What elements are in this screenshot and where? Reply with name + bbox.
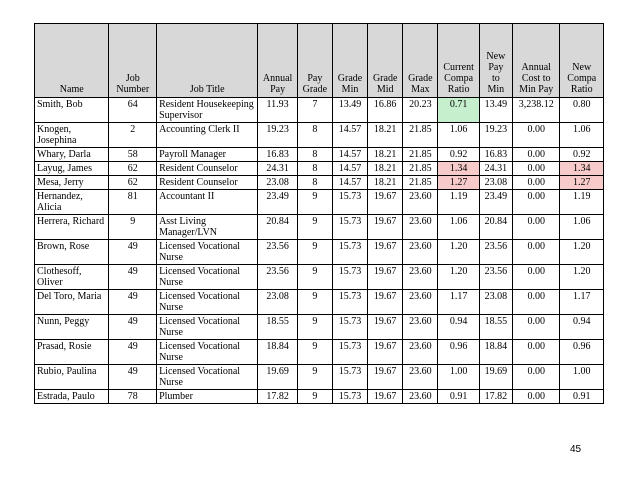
cell-new-pay-to-min: 16.83 bbox=[479, 148, 512, 162]
cell-current-compa-ratio: 0.91 bbox=[438, 390, 479, 404]
cell-new-pay-to-min: 19.69 bbox=[479, 365, 512, 390]
cell-grade-mid: 19.67 bbox=[368, 240, 403, 265]
table-body bbox=[35, 98, 604, 404]
table-row bbox=[35, 190, 604, 215]
table-row bbox=[35, 148, 604, 162]
table-row bbox=[35, 240, 604, 265]
cell-annual-pay: 19.23 bbox=[258, 123, 297, 148]
cell-grade-max: 23.60 bbox=[403, 240, 438, 265]
cell-grade-max: 23.60 bbox=[403, 340, 438, 365]
cell-annual-pay: 23.08 bbox=[258, 176, 297, 190]
cell-current-compa-ratio: 1.06 bbox=[438, 215, 479, 240]
cell-grade-mid: 18.21 bbox=[368, 148, 403, 162]
cell-new-pay-to-min: 17.82 bbox=[479, 390, 512, 404]
col-header-annual-pay: Annual Pay bbox=[258, 24, 297, 98]
cell-grade-mid: 18.21 bbox=[368, 162, 403, 176]
cell-annual-cost-to-min-pay: 0.00 bbox=[512, 176, 560, 190]
cell-grade-max: 23.60 bbox=[403, 190, 438, 215]
cell-grade-min: 14.57 bbox=[332, 123, 367, 148]
cell-new-compa-ratio: 1.00 bbox=[560, 365, 604, 390]
cell-job-number: 58 bbox=[109, 148, 157, 162]
cell-current-compa-ratio: 0.96 bbox=[438, 340, 479, 365]
cell-new-compa-ratio: 0.96 bbox=[560, 340, 604, 365]
cell-grade-min: 14.57 bbox=[332, 162, 367, 176]
cell-job-title: Licensed Vocational Nurse bbox=[157, 290, 258, 315]
cell-annual-cost-to-min-pay: 0.00 bbox=[512, 265, 560, 290]
cell-job-number: 49 bbox=[109, 240, 157, 265]
cell-name: Brown, Rose bbox=[35, 240, 109, 265]
cell-grade-min: 15.73 bbox=[332, 265, 367, 290]
cell-annual-cost-to-min-pay: 3,238.12 bbox=[512, 98, 560, 123]
table-row bbox=[35, 340, 604, 365]
cell-new-pay-to-min: 13.49 bbox=[479, 98, 512, 123]
cell-current-compa-ratio: 0.92 bbox=[438, 148, 479, 162]
cell-job-title: Accountant II bbox=[157, 190, 258, 215]
cell-annual-pay: 19.69 bbox=[258, 365, 297, 390]
cell-new-compa-ratio: 1.20 bbox=[560, 265, 604, 290]
cell-annual-cost-to-min-pay: 0.00 bbox=[512, 162, 560, 176]
cell-current-compa-ratio: 1.27 bbox=[438, 176, 479, 190]
cell-grade-min: 15.73 bbox=[332, 290, 367, 315]
cell-new-compa-ratio: 1.34 bbox=[560, 162, 604, 176]
cell-job-title: Plumber bbox=[157, 390, 258, 404]
cell-grade-mid: 19.67 bbox=[368, 190, 403, 215]
cell-grade-mid: 19.67 bbox=[368, 265, 403, 290]
cell-annual-cost-to-min-pay: 0.00 bbox=[512, 390, 560, 404]
cell-current-compa-ratio: 1.20 bbox=[438, 265, 479, 290]
cell-job-title: Resident Counselor bbox=[157, 176, 258, 190]
cell-new-pay-to-min: 18.55 bbox=[479, 315, 512, 340]
cell-pay-grade: 9 bbox=[297, 390, 332, 404]
cell-annual-cost-to-min-pay: 0.00 bbox=[512, 290, 560, 315]
cell-grade-mid: 19.67 bbox=[368, 290, 403, 315]
cell-annual-cost-to-min-pay: 0.00 bbox=[512, 315, 560, 340]
cell-name: Mesa, Jerry bbox=[35, 176, 109, 190]
cell-grade-min: 15.73 bbox=[332, 215, 367, 240]
cell-grade-max: 23.60 bbox=[403, 215, 438, 240]
cell-grade-mid: 16.86 bbox=[368, 98, 403, 123]
cell-grade-mid: 19.67 bbox=[368, 365, 403, 390]
cell-current-compa-ratio: 0.71 bbox=[438, 98, 479, 123]
table-row bbox=[35, 365, 604, 390]
col-header-job-title: Job Title bbox=[157, 24, 258, 98]
cell-pay-grade: 7 bbox=[297, 98, 332, 123]
cell-annual-cost-to-min-pay: 0.00 bbox=[512, 240, 560, 265]
cell-new-compa-ratio: 0.80 bbox=[560, 98, 604, 123]
cell-pay-grade: 8 bbox=[297, 123, 332, 148]
table-row bbox=[35, 215, 604, 240]
cell-annual-cost-to-min-pay: 0.00 bbox=[512, 123, 560, 148]
cell-job-number: 49 bbox=[109, 340, 157, 365]
cell-annual-pay: 16.83 bbox=[258, 148, 297, 162]
cell-pay-grade: 9 bbox=[297, 290, 332, 315]
cell-name: Knogen, Josephina bbox=[35, 123, 109, 148]
cell-new-compa-ratio: 1.27 bbox=[560, 176, 604, 190]
cell-new-pay-to-min: 19.23 bbox=[479, 123, 512, 148]
cell-job-title: Licensed Vocational Nurse bbox=[157, 365, 258, 390]
col-header-grade-max: Grade Max bbox=[403, 24, 438, 98]
cell-job-number: 49 bbox=[109, 365, 157, 390]
cell-annual-cost-to-min-pay: 0.00 bbox=[512, 215, 560, 240]
cell-grade-mid: 19.67 bbox=[368, 215, 403, 240]
col-header-pay-grade: Pay Grade bbox=[297, 24, 332, 98]
cell-job-number: 62 bbox=[109, 162, 157, 176]
cell-grade-max: 21.85 bbox=[403, 123, 438, 148]
cell-new-compa-ratio: 1.19 bbox=[560, 190, 604, 215]
table-row bbox=[35, 315, 604, 340]
cell-grade-max: 21.85 bbox=[403, 162, 438, 176]
cell-new-pay-to-min: 18.84 bbox=[479, 340, 512, 365]
col-header-name: Name bbox=[35, 24, 109, 98]
cell-new-pay-to-min: 23.08 bbox=[479, 290, 512, 315]
col-header-grade-mid: Grade Mid bbox=[368, 24, 403, 98]
table-row bbox=[35, 98, 604, 123]
cell-name: Estrada, Paulo bbox=[35, 390, 109, 404]
cell-grade-min: 15.73 bbox=[332, 365, 367, 390]
cell-grade-max: 23.60 bbox=[403, 365, 438, 390]
cell-job-number: 49 bbox=[109, 290, 157, 315]
compensation-table bbox=[34, 23, 604, 404]
cell-annual-cost-to-min-pay: 0.00 bbox=[512, 148, 560, 162]
cell-grade-mid: 19.67 bbox=[368, 315, 403, 340]
cell-annual-pay: 23.56 bbox=[258, 265, 297, 290]
cell-annual-pay: 23.56 bbox=[258, 240, 297, 265]
cell-grade-max: 20.23 bbox=[403, 98, 438, 123]
cell-name: Whary, Darla bbox=[35, 148, 109, 162]
cell-name: Hernandez, Alicia bbox=[35, 190, 109, 215]
cell-current-compa-ratio: 1.00 bbox=[438, 365, 479, 390]
cell-name: Herrera, Richard bbox=[35, 215, 109, 240]
col-header-new-compa-ratio: New Compa Ratio bbox=[560, 24, 604, 98]
cell-annual-pay: 24.31 bbox=[258, 162, 297, 176]
cell-grade-max: 21.85 bbox=[403, 176, 438, 190]
cell-new-compa-ratio: 1.20 bbox=[560, 240, 604, 265]
cell-job-number: 78 bbox=[109, 390, 157, 404]
cell-job-title: Licensed Vocational Nurse bbox=[157, 240, 258, 265]
cell-annual-pay: 18.84 bbox=[258, 340, 297, 365]
cell-name: Rubio, Paulina bbox=[35, 365, 109, 390]
cell-grade-min: 14.57 bbox=[332, 148, 367, 162]
cell-job-title: Asst Living Manager/LVN bbox=[157, 215, 258, 240]
cell-new-pay-to-min: 23.56 bbox=[479, 265, 512, 290]
header-row bbox=[35, 24, 604, 98]
cell-name: Layug, James bbox=[35, 162, 109, 176]
cell-grade-min: 13.49 bbox=[332, 98, 367, 123]
cell-new-pay-to-min: 24.31 bbox=[479, 162, 512, 176]
cell-new-pay-to-min: 23.49 bbox=[479, 190, 512, 215]
cell-job-number: 2 bbox=[109, 123, 157, 148]
cell-current-compa-ratio: 1.20 bbox=[438, 240, 479, 265]
cell-job-title: Licensed Vocational Nurse bbox=[157, 340, 258, 365]
cell-name: Del Toro, Maria bbox=[35, 290, 109, 315]
cell-job-title: Resident Counselor bbox=[157, 162, 258, 176]
cell-new-compa-ratio: 0.94 bbox=[560, 315, 604, 340]
cell-grade-min: 15.73 bbox=[332, 315, 367, 340]
cell-annual-pay: 23.08 bbox=[258, 290, 297, 315]
cell-annual-cost-to-min-pay: 0.00 bbox=[512, 365, 560, 390]
cell-name: Clothesoff, Oliver bbox=[35, 265, 109, 290]
cell-job-number: 49 bbox=[109, 265, 157, 290]
cell-job-title: Licensed Vocational Nurse bbox=[157, 315, 258, 340]
cell-grade-mid: 18.21 bbox=[368, 123, 403, 148]
cell-grade-max: 23.60 bbox=[403, 265, 438, 290]
table-row bbox=[35, 265, 604, 290]
cell-grade-min: 15.73 bbox=[332, 340, 367, 365]
cell-grade-max: 23.60 bbox=[403, 390, 438, 404]
cell-grade-max: 21.85 bbox=[403, 148, 438, 162]
cell-annual-pay: 17.82 bbox=[258, 390, 297, 404]
cell-grade-min: 14.57 bbox=[332, 176, 367, 190]
cell-grade-max: 23.60 bbox=[403, 315, 438, 340]
cell-job-title: Accounting Clerk II bbox=[157, 123, 258, 148]
col-header-grade-min: Grade Min bbox=[332, 24, 367, 98]
cell-pay-grade: 9 bbox=[297, 315, 332, 340]
table-row bbox=[35, 176, 604, 190]
col-header-new-pay-to-min: New Pay to Min bbox=[479, 24, 512, 98]
cell-grade-mid: 18.21 bbox=[368, 176, 403, 190]
cell-job-number: 62 bbox=[109, 176, 157, 190]
cell-pay-grade: 9 bbox=[297, 265, 332, 290]
table-row bbox=[35, 390, 604, 404]
cell-job-number: 81 bbox=[109, 190, 157, 215]
cell-grade-min: 15.73 bbox=[332, 240, 367, 265]
cell-annual-pay: 23.49 bbox=[258, 190, 297, 215]
cell-new-compa-ratio: 0.91 bbox=[560, 390, 604, 404]
cell-new-pay-to-min: 20.84 bbox=[479, 215, 512, 240]
cell-annual-cost-to-min-pay: 0.00 bbox=[512, 190, 560, 215]
cell-current-compa-ratio: 0.94 bbox=[438, 315, 479, 340]
cell-grade-mid: 19.67 bbox=[368, 340, 403, 365]
table-row bbox=[35, 123, 604, 148]
cell-pay-grade: 9 bbox=[297, 340, 332, 365]
cell-annual-pay: 11.93 bbox=[258, 98, 297, 123]
cell-job-number: 9 bbox=[109, 215, 157, 240]
cell-pay-grade: 8 bbox=[297, 162, 332, 176]
cell-new-pay-to-min: 23.56 bbox=[479, 240, 512, 265]
cell-new-compa-ratio: 1.06 bbox=[560, 123, 604, 148]
cell-current-compa-ratio: 1.17 bbox=[438, 290, 479, 315]
cell-grade-mid: 19.67 bbox=[368, 390, 403, 404]
cell-pay-grade: 9 bbox=[297, 215, 332, 240]
cell-pay-grade: 9 bbox=[297, 365, 332, 390]
col-header-annual-cost-to-min-pay: Annual Cost to Min Pay bbox=[512, 24, 560, 98]
cell-new-compa-ratio: 0.92 bbox=[560, 148, 604, 162]
cell-job-title: Resident Housekeeping Supervisor bbox=[157, 98, 258, 123]
cell-job-number: 49 bbox=[109, 315, 157, 340]
cell-name: Smith, Bob bbox=[35, 98, 109, 123]
cell-new-compa-ratio: 1.06 bbox=[560, 215, 604, 240]
cell-job-title: Licensed Vocational Nurse bbox=[157, 265, 258, 290]
cell-current-compa-ratio: 1.19 bbox=[438, 190, 479, 215]
cell-new-pay-to-min: 23.08 bbox=[479, 176, 512, 190]
cell-grade-max: 23.60 bbox=[403, 290, 438, 315]
cell-job-number: 64 bbox=[109, 98, 157, 123]
cell-new-compa-ratio: 1.17 bbox=[560, 290, 604, 315]
cell-current-compa-ratio: 1.06 bbox=[438, 123, 479, 148]
cell-annual-pay: 18.55 bbox=[258, 315, 297, 340]
cell-pay-grade: 9 bbox=[297, 240, 332, 265]
cell-pay-grade: 8 bbox=[297, 148, 332, 162]
col-header-job-number: Job Number bbox=[109, 24, 157, 98]
page-number: 45 bbox=[570, 444, 582, 455]
cell-annual-cost-to-min-pay: 0.00 bbox=[512, 340, 560, 365]
cell-name: Prasad, Rosie bbox=[35, 340, 109, 365]
cell-grade-min: 15.73 bbox=[332, 390, 367, 404]
table-row bbox=[35, 162, 604, 176]
cell-pay-grade: 8 bbox=[297, 176, 332, 190]
cell-grade-min: 15.73 bbox=[332, 190, 367, 215]
cell-pay-grade: 9 bbox=[297, 190, 332, 215]
col-header-current-compa-ratio: Current Compa Ratio bbox=[438, 24, 479, 98]
table-row bbox=[35, 290, 604, 315]
cell-current-compa-ratio: 1.34 bbox=[438, 162, 479, 176]
cell-job-title: Payroll Manager bbox=[157, 148, 258, 162]
cell-annual-pay: 20.84 bbox=[258, 215, 297, 240]
cell-name: Nunn, Peggy bbox=[35, 315, 109, 340]
